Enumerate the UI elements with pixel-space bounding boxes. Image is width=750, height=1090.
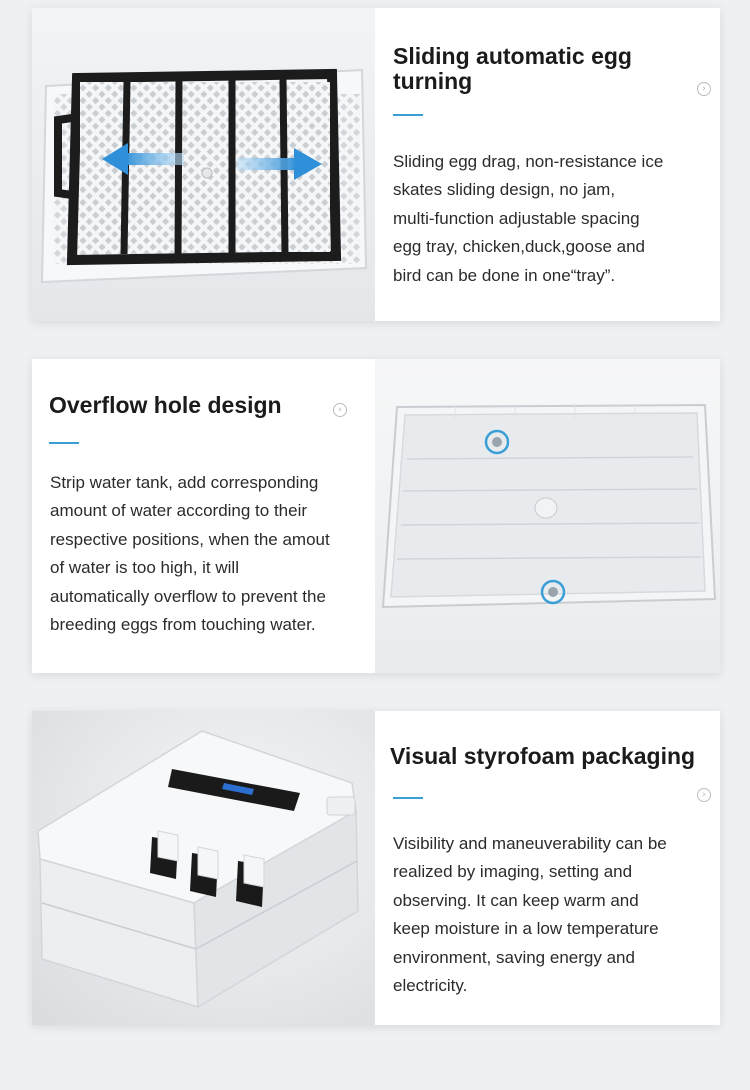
water-tank-image [375, 359, 720, 673]
feature-text-styrofoam [375, 711, 720, 1025]
description-line: skates sliding design, no jam, [393, 180, 616, 200]
description-line: egg tray, chicken,duck,goose and [393, 237, 646, 257]
description-line: Strip water tank, add corresponding [50, 473, 319, 492]
water-tank-illustration [375, 359, 720, 673]
description-line: observing. It can keep warm and [393, 890, 639, 910]
description-line: respective positions, when the amout [50, 529, 330, 549]
styrofoam-box-image [32, 711, 375, 1025]
description-line: of water is too high, it will [50, 558, 239, 578]
description-line: Visibility and maneuverability can be [393, 834, 667, 853]
chevron-right-circle-icon: › [697, 82, 711, 96]
description-line: Sliding egg drag, non-resistance ice [393, 152, 664, 171]
description-line: amount of water according to their [50, 501, 308, 521]
description-line: automatically overflow to prevent the [50, 586, 326, 606]
feature-text-overflow-hole [32, 359, 375, 673]
feature-text-egg-turning [375, 8, 720, 321]
description-line: breeding eggs from touching water. [50, 615, 316, 635]
section-description [393, 830, 708, 1000]
section-title: Overflow hole design [49, 392, 282, 418]
chevron-right-circle-icon: › [697, 788, 711, 802]
description-line: realized by imaging, setting and [393, 862, 633, 882]
description-line: environment, saving energy and [393, 947, 635, 967]
feature-card-styrofoam [32, 711, 720, 1025]
chevron-right-circle-icon: › [333, 403, 347, 417]
description-line: multi-function adjustable spacing [393, 208, 640, 228]
accent-divider [393, 797, 423, 799]
section-description [393, 148, 708, 290]
accent-divider [393, 114, 423, 116]
styrofoam-box-illustration [32, 711, 375, 1025]
section-description [50, 469, 367, 639]
feature-card-overflow-hole [32, 359, 720, 673]
section-title: Sliding automatic egg turning [393, 43, 632, 94]
description-line: bird can be done in one“tray”. [393, 265, 616, 285]
accent-divider [49, 442, 79, 444]
egg-tray-image [32, 8, 375, 321]
feature-card-egg-turning [32, 8, 720, 321]
description-line: electricity. [393, 976, 468, 996]
egg-tray-illustration [32, 8, 375, 321]
section-title: Visual styrofoam packaging [390, 743, 696, 769]
description-line: keep moisture in a low temperature [393, 919, 659, 939]
